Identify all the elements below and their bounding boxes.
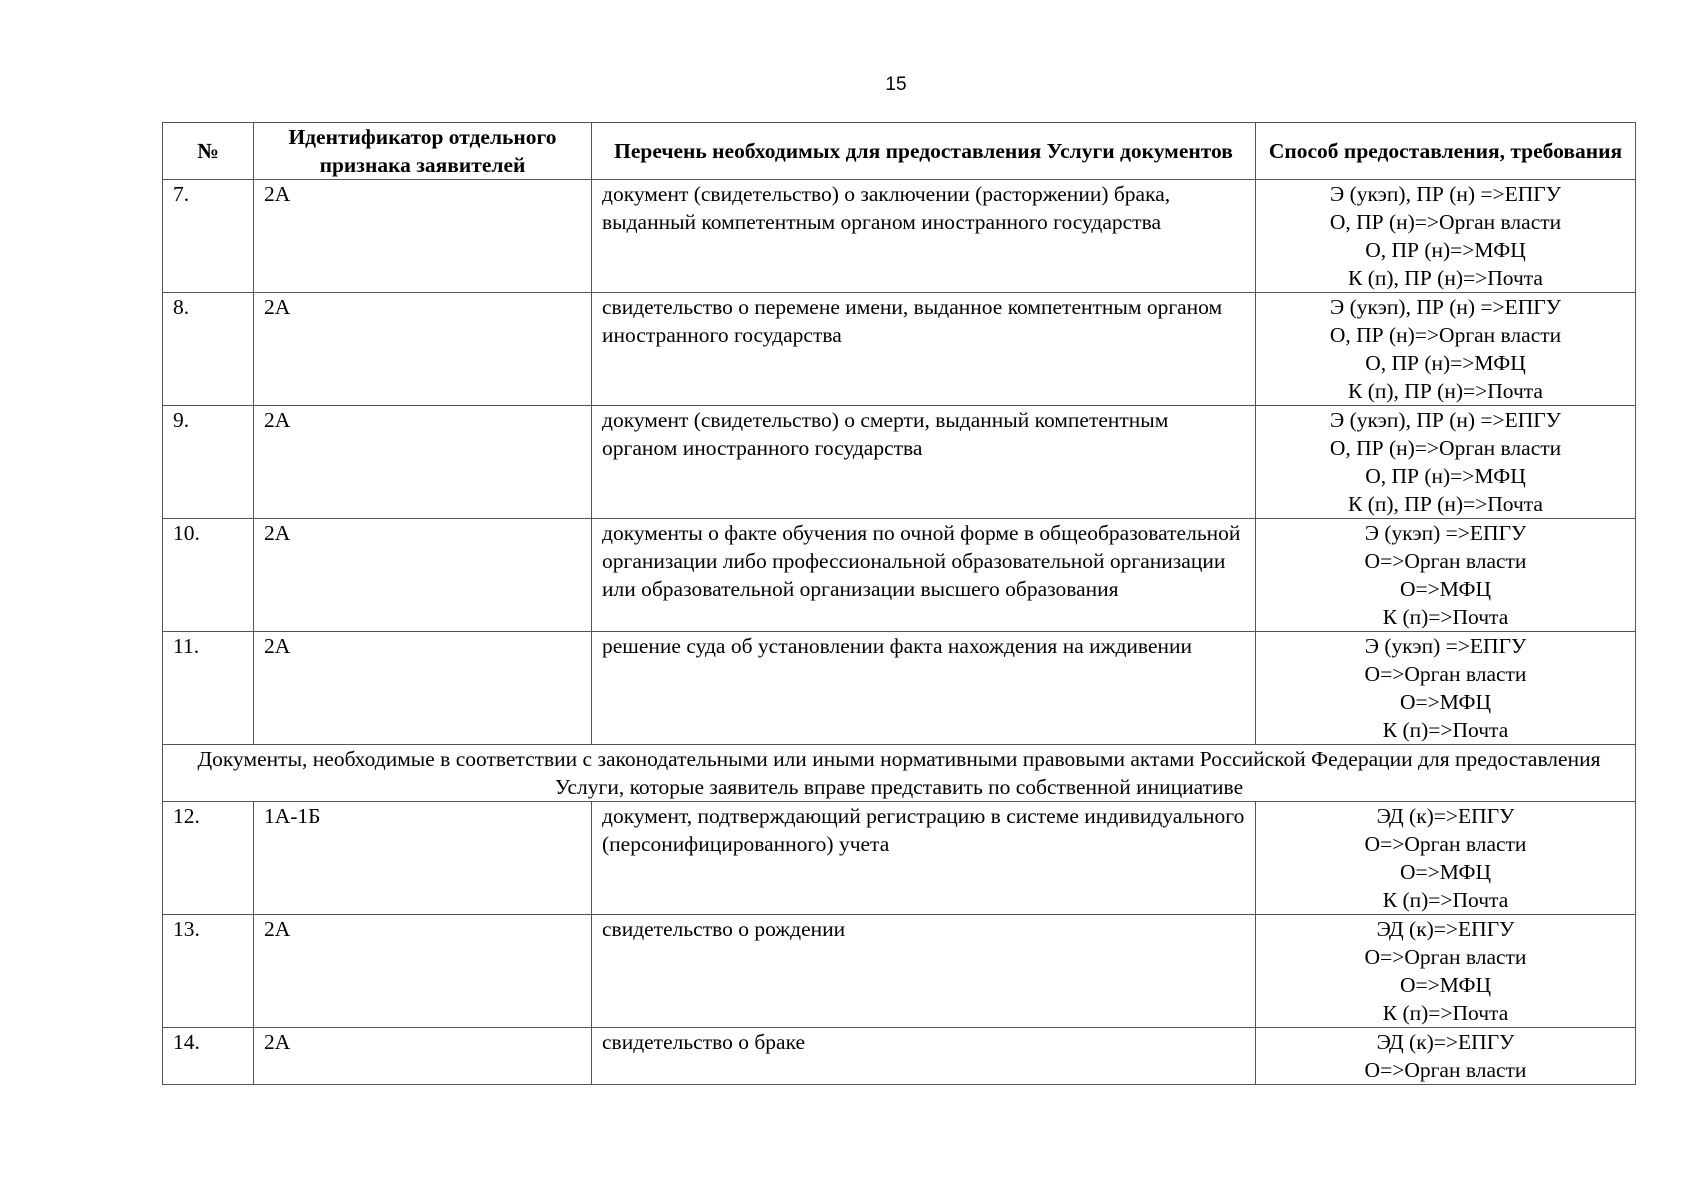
applicant-id: 2А: [254, 915, 592, 1028]
documents-table: [162, 122, 1636, 1085]
document-description: свидетельство о перемене имени, выданное компетентным органом иностранного государства: [592, 293, 1256, 406]
method-line: О=>Орган власти: [1364, 1058, 1527, 1082]
row-number: 8.: [163, 293, 254, 406]
method-line: ЭД (к)=>ЕПГУ: [1376, 1030, 1515, 1054]
applicant-id: 2А: [254, 519, 592, 632]
method-list: [1256, 406, 1636, 519]
method-line: О, ПР (н)=>МФЦ: [1365, 351, 1526, 375]
method-line: О, ПР (н)=>Орган власти: [1329, 323, 1562, 347]
method-line: К (п)=>Почта: [1382, 605, 1509, 629]
method-line: ЭД (к)=>ЕПГУ: [1376, 804, 1515, 828]
table-row: [163, 293, 1636, 406]
method-line: О=>Орган власти: [1364, 549, 1527, 573]
document-description: решение суда об установлении факта нахождения на иждивении: [592, 632, 1256, 745]
applicant-id: 2А: [254, 406, 592, 519]
method-line: ЭД (к)=>ЕПГУ: [1376, 917, 1515, 941]
table-row: [163, 519, 1636, 632]
document-description: документ (свидетельство) о смерти, выданный компетентным органом иностранного государства: [592, 406, 1256, 519]
section-row: [163, 745, 1636, 802]
method-line: Э (укэп) =>ЕПГУ: [1364, 634, 1527, 658]
row-number: 10.: [163, 519, 254, 632]
method-line: О=>МФЦ: [1399, 860, 1492, 884]
document-description: документ (свидетельство) о заключении (расторжении) брака, выданный компетентным органом иностранного государства: [592, 180, 1256, 293]
method-list: [1256, 519, 1636, 632]
document-description: свидетельство о браке: [592, 1028, 1256, 1085]
method-line: О=>Орган власти: [1364, 945, 1527, 969]
document-description: документ, подтверждающий регистрацию в системе индивидуального (персонифицированного) учета: [592, 802, 1256, 915]
method-line: О, ПР (н)=>Орган власти: [1329, 436, 1562, 460]
applicant-id: 1А-1Б: [254, 802, 592, 915]
table-row: [163, 802, 1636, 915]
method-line: К (п), ПР (н)=>Почта: [1348, 266, 1543, 290]
table-row: [163, 632, 1636, 745]
method-line: К (п)=>Почта: [1382, 1001, 1509, 1025]
table-row: [163, 1028, 1636, 1085]
method-list: [1256, 632, 1636, 745]
section-title: Документы, необходимые в соответствии с законодательными или иными нормативными правовыми актами Российской Федерации для предоставления Услуги, которые заявитель вправе представить по собственной инициативе: [163, 745, 1636, 802]
applicant-id: 2А: [254, 632, 592, 745]
method-list: [1256, 293, 1636, 406]
method-list: [1256, 802, 1636, 915]
table-row: [163, 915, 1636, 1028]
header-number: №: [163, 123, 254, 180]
method-line: Э (укэп), ПР (н) =>ЕПГУ: [1330, 408, 1561, 432]
row-number: 11.: [163, 632, 254, 745]
row-number: 13.: [163, 915, 254, 1028]
method-line: Э (укэп) =>ЕПГУ: [1364, 521, 1527, 545]
document-description: свидетельство о рождении: [592, 915, 1256, 1028]
table-row: [163, 406, 1636, 519]
method-list: [1256, 1028, 1636, 1085]
header-applicant-id: Идентификатор отдельного признака заявителей: [254, 123, 592, 180]
method-line: К (п), ПР (н)=>Почта: [1348, 492, 1543, 516]
row-number: 14.: [163, 1028, 254, 1085]
row-number: 12.: [163, 802, 254, 915]
method-line: О=>МФЦ: [1399, 577, 1492, 601]
applicant-id: 2А: [254, 1028, 592, 1085]
method-line: О=>Орган власти: [1364, 832, 1527, 856]
method-line: К (п)=>Почта: [1382, 718, 1509, 742]
table-row: [163, 180, 1636, 293]
method-line: О=>МФЦ: [1399, 973, 1492, 997]
document-description: документы о факте обучения по очной форме в общеобразовательной организации либо профессиональной образовательной организации или образовательной организации высшего образования: [592, 519, 1256, 632]
page-number: 15: [885, 74, 907, 95]
row-number: 9.: [163, 406, 254, 519]
method-list: [1256, 180, 1636, 293]
applicant-id: 2А: [254, 293, 592, 406]
method-line: О, ПР (н)=>Орган власти: [1329, 210, 1562, 234]
method-line: О=>Орган власти: [1364, 662, 1527, 686]
method-line: О, ПР (н)=>МФЦ: [1365, 464, 1526, 488]
method-line: О, ПР (н)=>МФЦ: [1365, 238, 1526, 262]
method-list: [1256, 915, 1636, 1028]
method-line: Э (укэп), ПР (н) =>ЕПГУ: [1330, 182, 1561, 206]
method-line: О=>МФЦ: [1399, 690, 1492, 714]
applicant-id: 2А: [254, 180, 592, 293]
method-line: Э (укэп), ПР (н) =>ЕПГУ: [1330, 295, 1561, 319]
method-line: К (п)=>Почта: [1382, 888, 1509, 912]
row-number: 7.: [163, 180, 254, 293]
method-line: К (п), ПР (н)=>Почта: [1348, 379, 1543, 403]
header-method: Способ предоставления, требования: [1256, 123, 1636, 180]
table-header-row: [163, 123, 1636, 180]
header-documents: Перечень необходимых для предоставления Услуги документов: [592, 123, 1256, 180]
